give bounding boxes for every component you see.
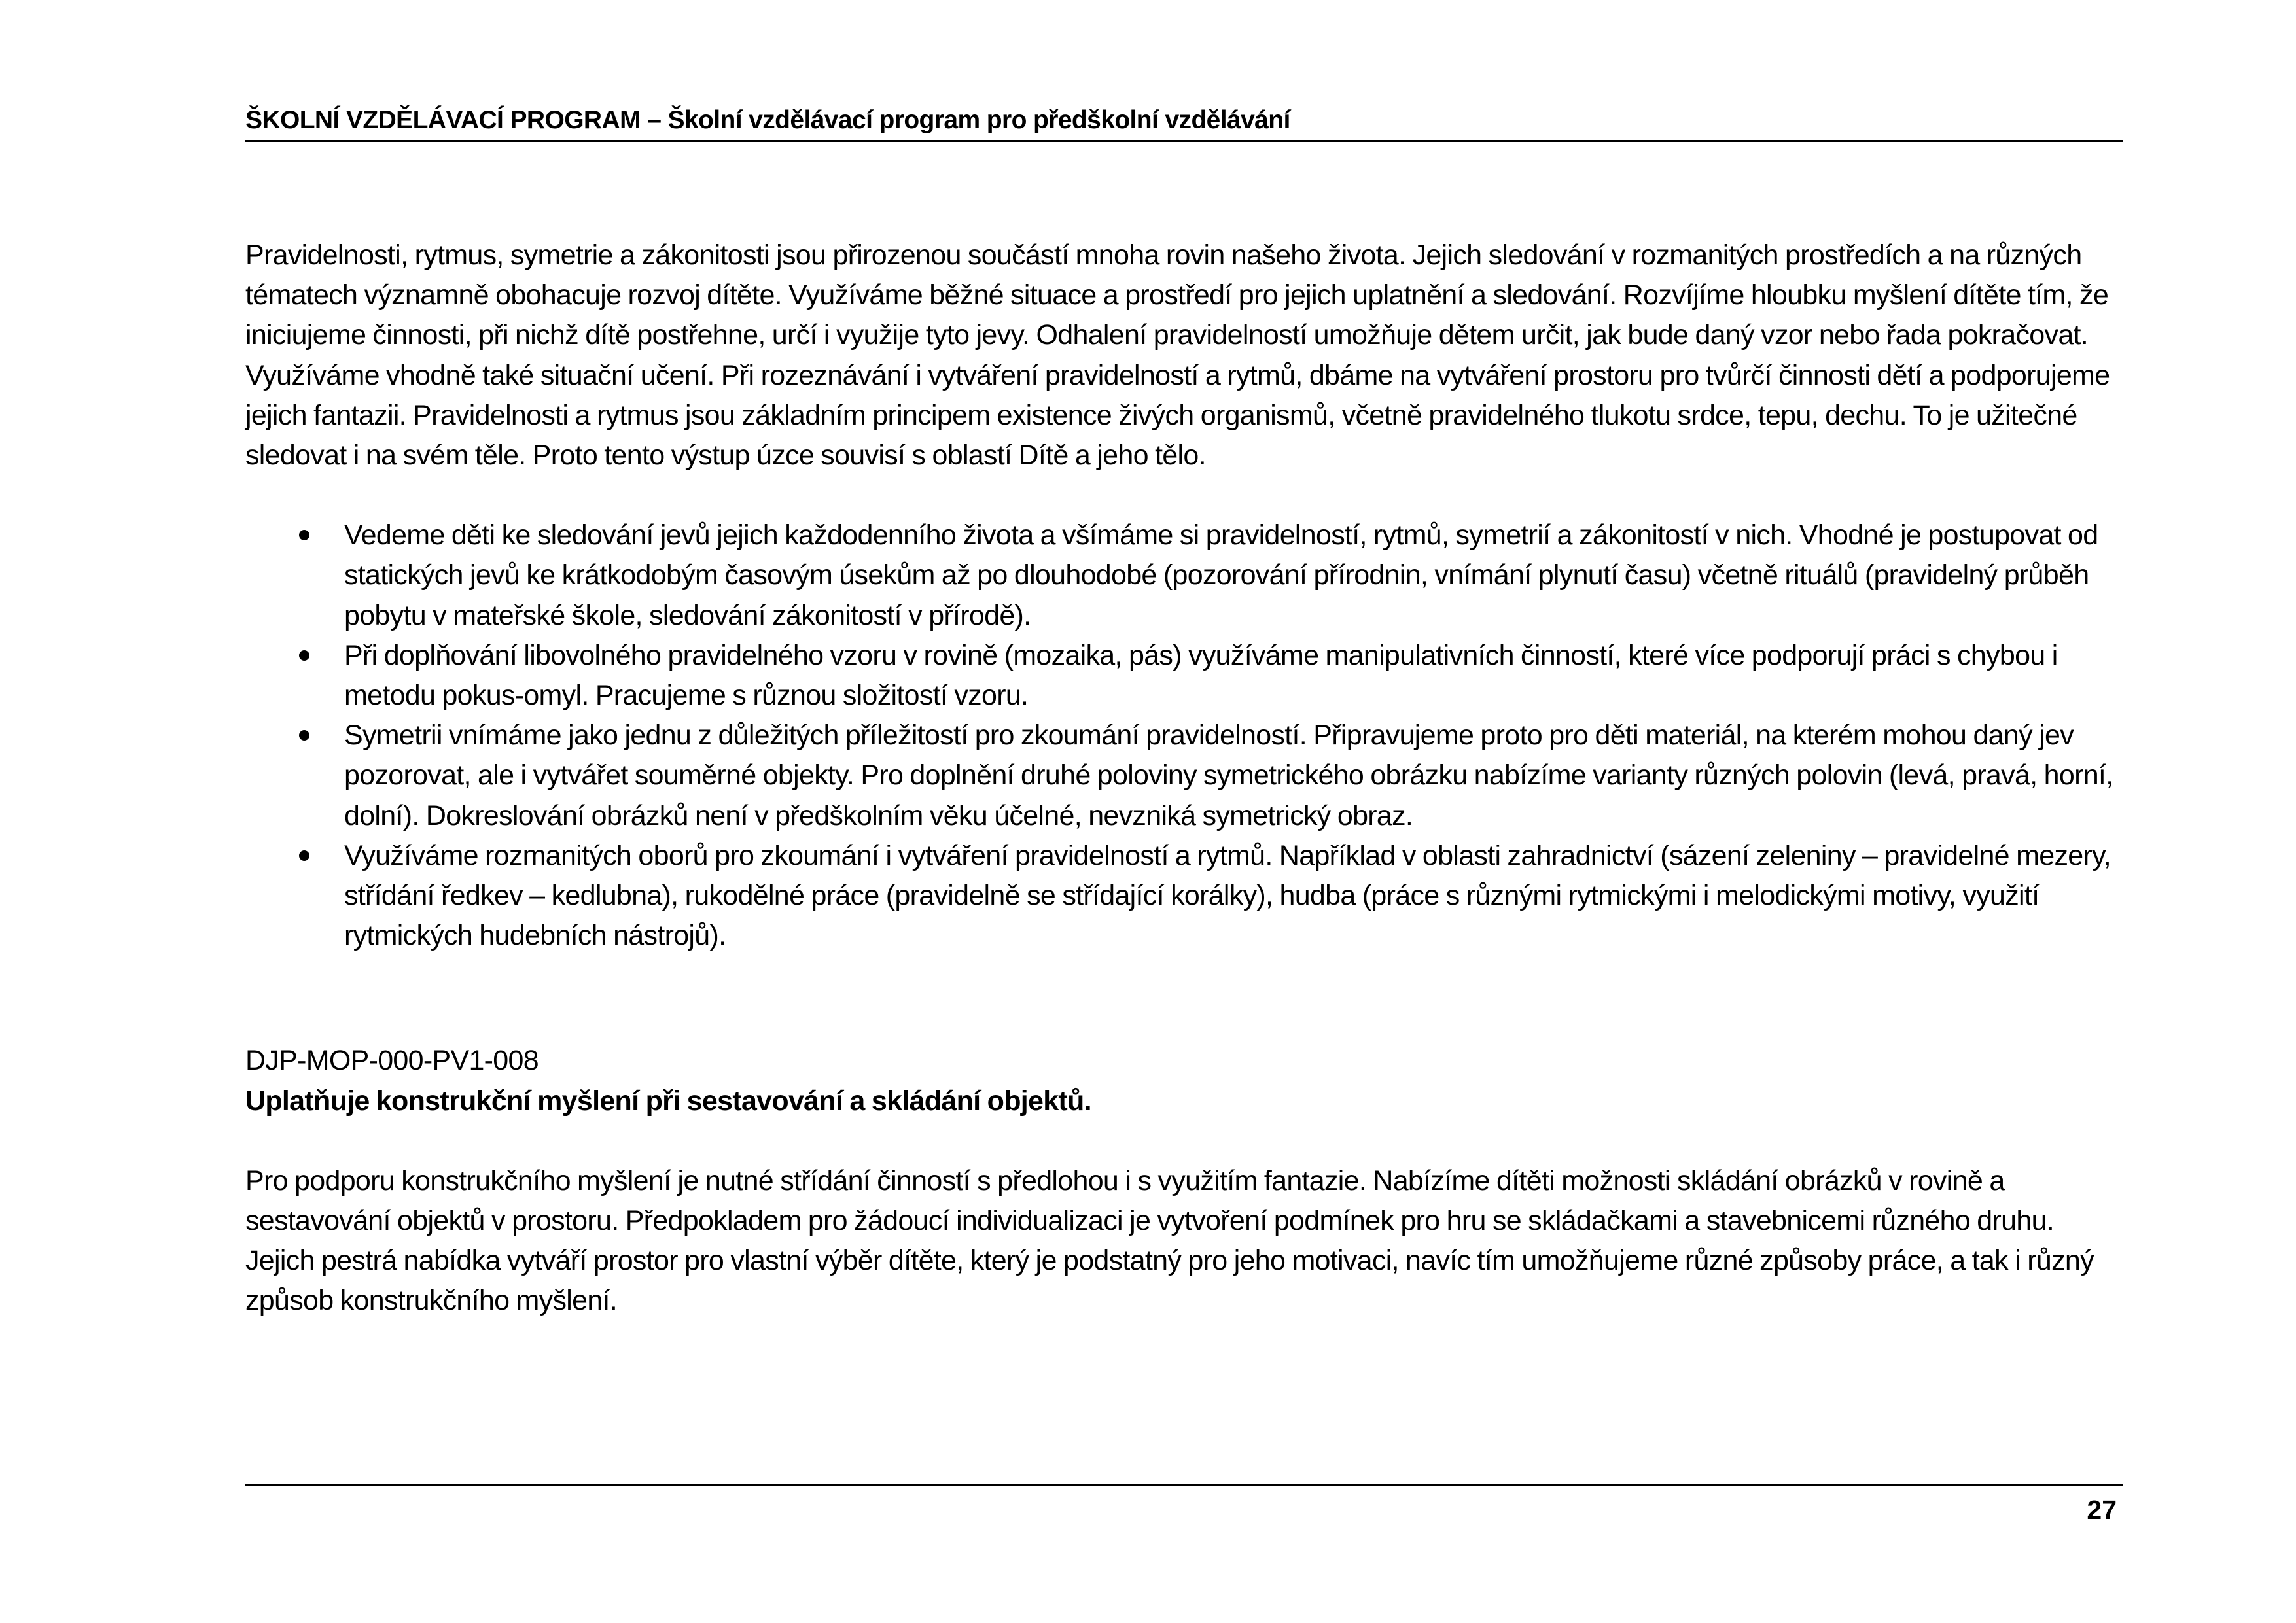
bullet-icon <box>299 730 309 741</box>
section-paragraph: Pro podporu konstrukčního myšlení je nutné střídání činností s předlohou i s využitím fantazie. Nabízíme dítěti možnosti skládání obrázků v rovině a sestavování objektů v prostoru. Předpokladem pro žádoucí individualizaci je vytvoření podmínek pro hru se skládačkami a stavebnicemi různého druhu. Jejich pestrá nabídka vytváří prostor pro vlastní výběr dítěte, který je podstatný pro jeho motivaci, navíc tím umožňujeme různé způsoby práce, a tak i různý způsob konstrukčního myšlení. <box>245 1164 2094 1317</box>
bullet-text: Symetrii vnímáme jako jednu z důležitých příležitostí pro zkoumání pravidelností. Připravujeme proto pro děti materiál, na kterém mohou daný jev pozorovat, ale i vytvářet souměrné objekty. Pro doplnění druhé poloviny symetrického obrázku nabízíme varianty různých polovin (levá, pravá, horní, dolní). Dokreslování obrázků není v předškolním věku účelné, nevzniká symetrický obraz. <box>344 720 2113 831</box>
bullet-text: Vedeme děti ke sledování jevů jejich každodenního života a všímáme si pravidelností, rytmů, symetrií a zákonitostí v nich. Vhodné je postupovat od statických jevů ke krátkodobým časovým úsekům až po dlouhodobé (pozorování přírodnin, vnímání plynutí času) včetně rituálů (pravidelný průběh pobytu v mateřské škole, sledování zákonitostí v přírodě). <box>344 519 2098 631</box>
page-content <box>245 236 2123 1321</box>
bullet-item <box>245 836 2123 956</box>
bullet-item <box>245 716 2123 836</box>
header-title: ŠKOLNÍ VZDĚLÁVACÍ PROGRAM – Školní vzdělávací program pro předškolní vzdělávání <box>245 106 1290 134</box>
section-code: DJP-MOP-000-PV1-008 <box>245 1045 539 1077</box>
page-footer <box>245 1484 2123 1531</box>
bullet-icon <box>299 850 309 861</box>
bullet-item <box>245 515 2123 636</box>
page-number: 27 <box>2087 1495 2117 1525</box>
intro-paragraph: Pravidelnosti, rytmus, symetrie a zákonitosti jsou přirozenou součástí mnoha rovin našeho života. Jejich sledování v rozmanitých prostředích a na různých tématech významně obohacuje rozvoj dítěte. Využíváme běžné situace a prostředí pro jejich uplatnění a sledování. Rozvíjíme hloubku myšlení dítěte tím, že iniciujeme činnosti, při nichž dítě postřehne, určí i využije tyto jevy. Odhalení pravidelností umožňuje dětem určit, jak bude daný vzor nebo řada pokračovat. Využíváme vhodně také situační učení. Při rozeznávání i vytváření pravidelností a rytmů, dbáme na vytváření prostoru pro tvůrčí činnosti dětí a podporujeme jejich fantazii. Pravidelnosti a rytmus jsou základním principem existence živých organismů, včetně pravidelného tlukotu srdce, tepu, dechu. To je užitečné sledovat i na svém těle. Proto tento výstup úzce souvisí s oblastí Dítě a jeho tělo. <box>245 239 2110 472</box>
section-title: Uplatňuje konstrukční myšlení při sestavování a skládání objektů. <box>245 1085 1091 1117</box>
bullet-icon <box>299 650 309 661</box>
page-header <box>245 98 2123 142</box>
bullet-list <box>245 515 2123 956</box>
bullet-icon <box>299 530 309 540</box>
bullet-item <box>245 636 2123 716</box>
bullet-text: Využíváme rozmanitých oborů pro zkoumání i vytváření pravidelností a rytmů. Například v oblasti zahradnictví (sázení zeleniny – pravidelné mezery, střídání ředkev – kedlubna), rukodělné práce (pravidelně se střídající korálky), hudba (práce s různými rytmickými i melodickými motivy, využití rytmických hudebních nástrojů). <box>344 839 2111 952</box>
bullet-text: Při doplňování libovolného pravidelného vzoru v rovině (mozaika, pás) využíváme manipulativních činností, které více podporují práci s chybou i metodu pokus-omyl. Pracujeme s různou složitostí vzoru. <box>344 639 2058 712</box>
